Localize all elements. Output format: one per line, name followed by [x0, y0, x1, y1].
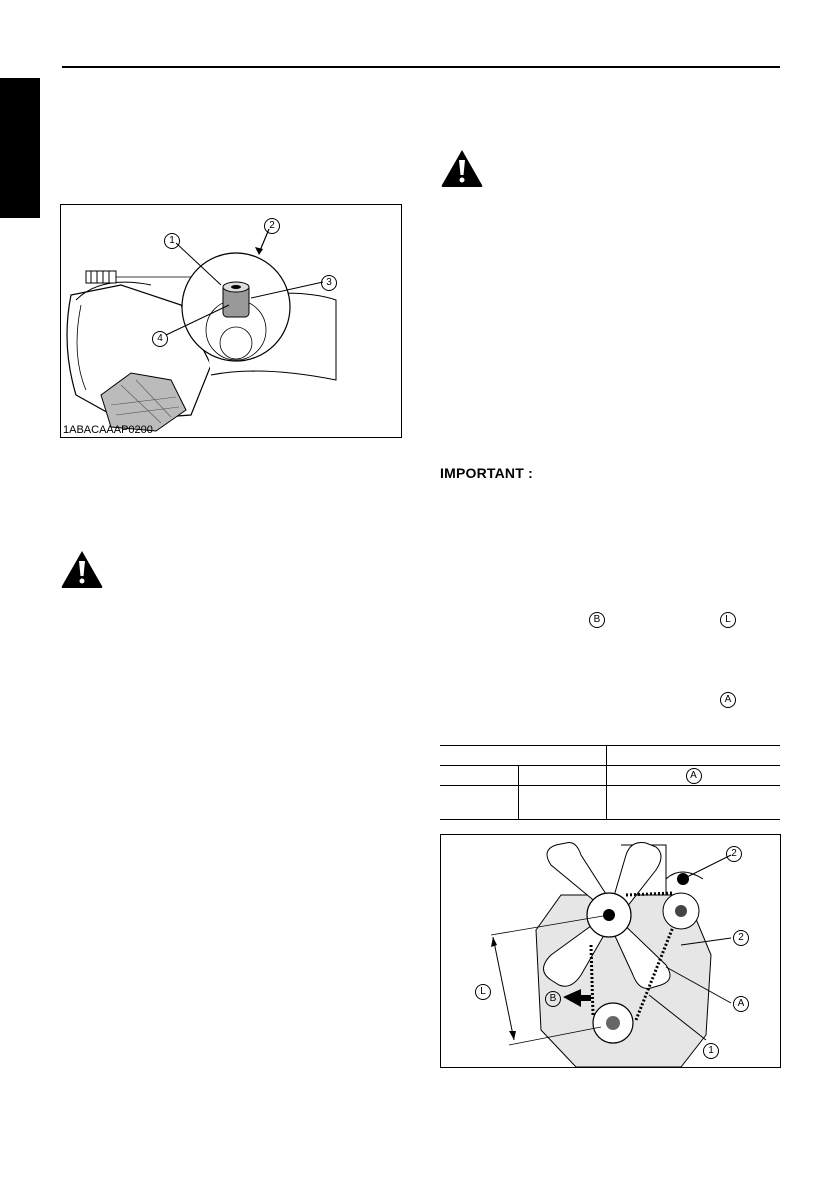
table-cell: [440, 766, 519, 786]
figure-air-cleaner: [60, 204, 402, 438]
figure-code: 1ABACAAAP0200: [63, 424, 153, 436]
table-row: [440, 766, 780, 786]
table-cell: [607, 786, 781, 820]
table-header-cell: [607, 746, 781, 766]
fan-belt-spec-table: [440, 745, 780, 820]
header-rule: [62, 66, 780, 68]
warning-triangle-icon: [440, 148, 484, 188]
callout-2: 2: [733, 930, 749, 946]
marker-b: B: [589, 612, 605, 628]
air-cleaner-illustration: [61, 205, 401, 437]
marker-l: L: [720, 612, 736, 628]
table-header-cell: [440, 746, 607, 766]
callout-a: A: [733, 996, 749, 1012]
marker-a: A: [720, 692, 736, 708]
callout-b: B: [545, 991, 561, 1007]
callout-1: 1: [703, 1043, 719, 1059]
callout-1: 1: [164, 233, 180, 249]
callout-2: 2: [726, 846, 742, 862]
table-row: [440, 786, 780, 820]
table-cell: [440, 786, 519, 820]
section-tab: [0, 78, 40, 218]
callout-3: 3: [321, 275, 337, 291]
table-row: [440, 746, 780, 766]
table-cell: [607, 766, 781, 786]
callout-4: 4: [152, 331, 168, 347]
marker-a: A: [686, 768, 702, 784]
table-cell: [519, 786, 607, 820]
engine-illustration: [441, 835, 780, 1067]
warning-triangle-icon: [60, 549, 104, 589]
figure-fan-belt: [440, 834, 781, 1068]
important-heading: IMPORTANT :: [440, 465, 533, 481]
callout-l: L: [475, 984, 491, 1000]
callout-2: 2: [264, 218, 280, 234]
table-cell: [519, 766, 607, 786]
